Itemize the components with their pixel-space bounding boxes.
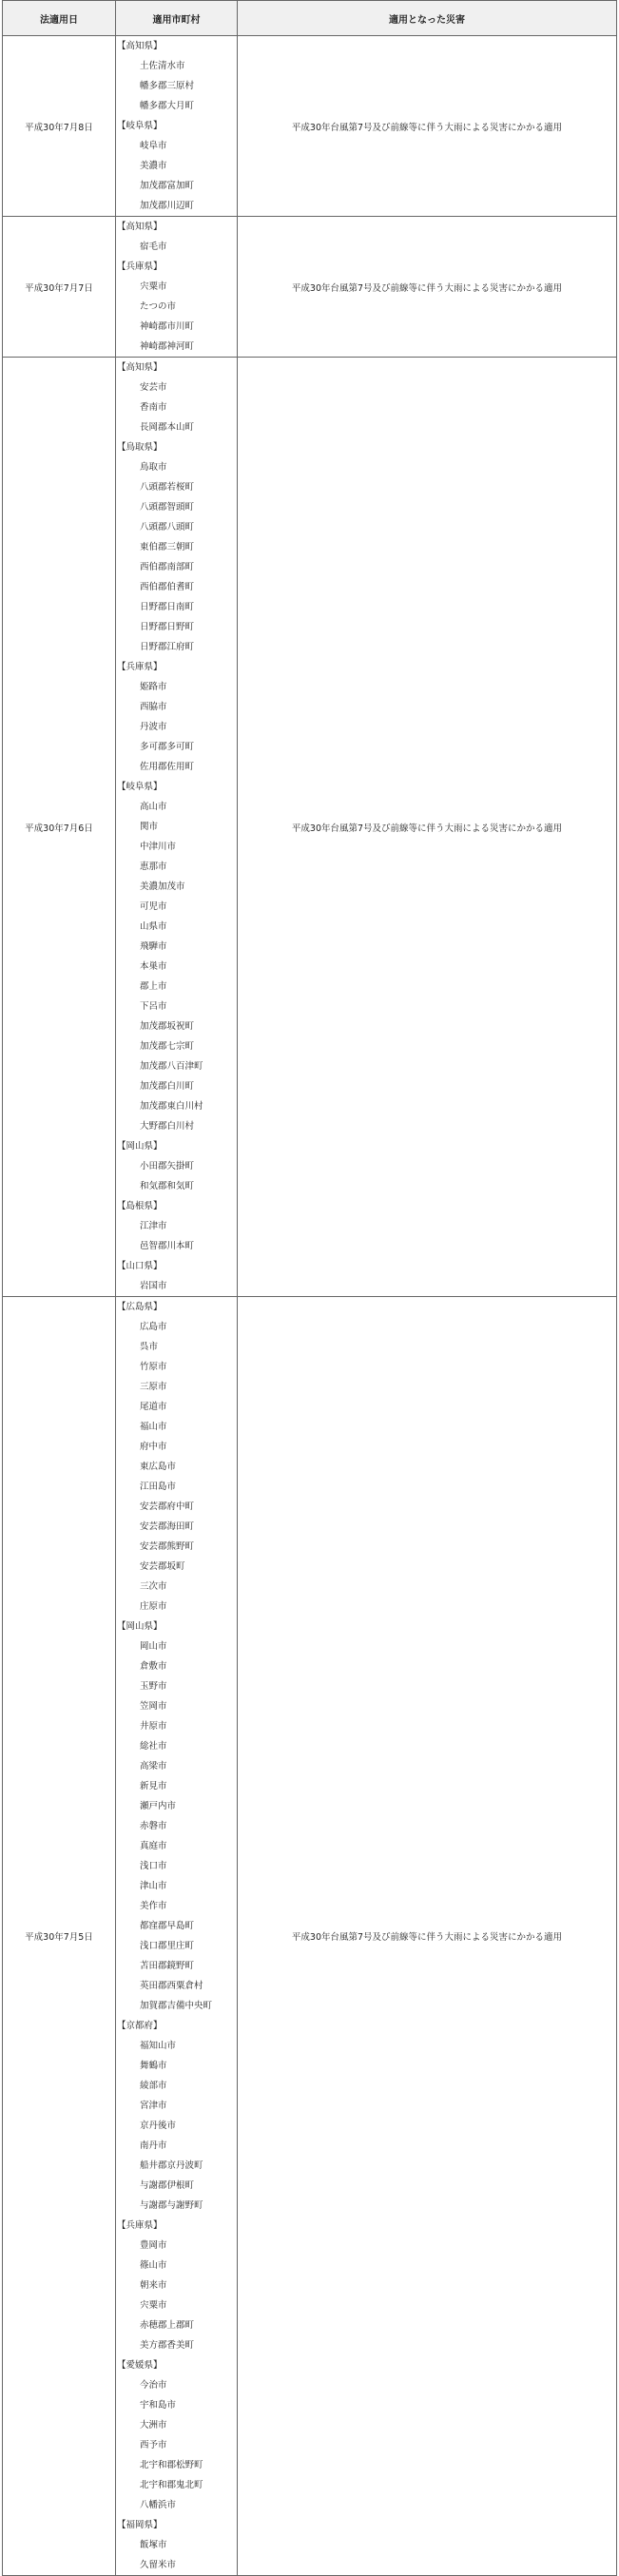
prefecture-label: 【岡山県】 bbox=[117, 1621, 163, 1632]
prefecture-label: 【高知県】 bbox=[117, 362, 163, 373]
prefecture-label: 【山口県】 bbox=[117, 1261, 163, 1271]
municipality-name: 土佐清水市 bbox=[140, 61, 185, 71]
municipality-name: 浅口市 bbox=[140, 1861, 167, 1871]
municipality-name: 都窪郡早島町 bbox=[140, 1921, 195, 1931]
municipality-name: 三次市 bbox=[140, 1581, 167, 1592]
municipality-name: 赤磐市 bbox=[140, 1821, 167, 1831]
municipality-name: 加茂郡坂祝町 bbox=[140, 1021, 195, 1032]
municipality-name: 庄原市 bbox=[140, 1601, 167, 1612]
table-body bbox=[3, 36, 617, 2576]
municipality-name: 呉市 bbox=[140, 1342, 159, 1352]
municipality-name: 篠山市 bbox=[140, 2260, 167, 2271]
municipality-name: 和気郡和気町 bbox=[140, 1181, 195, 1191]
prefecture-label: 【京都府】 bbox=[117, 2021, 163, 2031]
municipality-name: 宮津市 bbox=[140, 2101, 167, 2111]
municipality-name: 大野郡白川村 bbox=[140, 1121, 195, 1132]
municipality-name: 京丹後市 bbox=[140, 2121, 177, 2131]
municipality-name: 美濃市 bbox=[140, 161, 167, 171]
municipality-name: 邑智郡川本町 bbox=[140, 1241, 195, 1251]
municipality-name: 東伯郡三朝町 bbox=[140, 542, 195, 552]
municipality-name: 江津市 bbox=[140, 1221, 167, 1231]
prefecture-label: 【高知県】 bbox=[117, 222, 163, 232]
municipality-name: 下呂市 bbox=[140, 1001, 167, 1012]
municipality-name: 宍粟市 bbox=[140, 281, 167, 292]
municipality-name: 英田郡西粟倉村 bbox=[140, 1981, 203, 1991]
municipality-name: 赤穂郡上郡町 bbox=[140, 2320, 195, 2331]
municipality-name: 香南市 bbox=[140, 402, 167, 413]
prefecture-label: 【岡山県】 bbox=[117, 1141, 163, 1152]
application-date: 平成30年7月8日 bbox=[3, 36, 116, 217]
municipality-name: 山県市 bbox=[140, 921, 167, 932]
municipality-name: 安芸郡熊野町 bbox=[140, 1541, 195, 1552]
municipality-name: 幡多郡三原村 bbox=[140, 81, 195, 91]
municipality-name: 本巣市 bbox=[140, 961, 167, 972]
application-date: 平成30年7月6日 bbox=[3, 358, 116, 1297]
municipality-name: 尾道市 bbox=[140, 1402, 167, 1412]
municipality-name: 舞鶴市 bbox=[140, 2061, 167, 2071]
municipality-list bbox=[116, 1297, 238, 2576]
municipality-name: 安芸郡海田町 bbox=[140, 1521, 195, 1532]
municipality-name: 飯塚市 bbox=[140, 2540, 167, 2550]
table-row bbox=[3, 358, 617, 1297]
municipality-name: 今治市 bbox=[140, 2380, 167, 2391]
prefecture-label: 【鳥取県】 bbox=[117, 442, 163, 453]
municipality-name: 可児市 bbox=[140, 901, 167, 912]
municipality-name: 美方郡香美町 bbox=[140, 2340, 195, 2351]
municipality-name: 西伯郡伯耆町 bbox=[140, 582, 195, 592]
prefecture-label: 【兵庫県】 bbox=[117, 662, 163, 672]
municipality-name: たつの市 bbox=[140, 301, 177, 312]
municipality-name: 中津川市 bbox=[140, 842, 177, 852]
municipality-name: 日野郡日南町 bbox=[140, 602, 195, 612]
municipality-name: 西予市 bbox=[140, 2440, 167, 2450]
municipality-name: 西伯郡南部町 bbox=[140, 562, 195, 572]
municipality-list bbox=[116, 217, 238, 358]
header-row bbox=[3, 1, 617, 36]
municipality-name: 加茂郡川辺町 bbox=[140, 201, 195, 211]
municipality-name: 幡多郡大月町 bbox=[140, 101, 195, 111]
municipality-name: 加茂郡七宗町 bbox=[140, 1041, 195, 1052]
municipality-name: 姫路市 bbox=[140, 682, 167, 692]
table-row bbox=[3, 217, 617, 358]
header-date: 法適用日 bbox=[3, 1, 116, 36]
municipality-name: 岩国市 bbox=[140, 1281, 167, 1291]
municipality-name: 加茂郡富加町 bbox=[140, 181, 195, 191]
municipality-name: 北宇和郡松野町 bbox=[140, 2460, 203, 2470]
prefecture-label: 【兵庫県】 bbox=[117, 261, 163, 272]
prefecture-label: 【高知県】 bbox=[117, 41, 163, 51]
municipality-name: 朝来市 bbox=[140, 2280, 167, 2291]
municipality-name: 美作市 bbox=[140, 1901, 167, 1911]
municipality-name: 日野郡日野町 bbox=[140, 622, 195, 632]
municipality-name: 加茂郡八百津町 bbox=[140, 1061, 203, 1072]
municipality-name: 小田郡矢掛町 bbox=[140, 1161, 195, 1172]
municipality-name: 井原市 bbox=[140, 1721, 167, 1732]
municipality-name: 安芸市 bbox=[140, 382, 167, 393]
municipality-name: 船井郡京丹波町 bbox=[140, 2160, 203, 2171]
municipality-name: 郡上市 bbox=[140, 981, 167, 992]
municipality-name: 丹波市 bbox=[140, 722, 167, 732]
municipality-name: 大洲市 bbox=[140, 2420, 167, 2431]
municipality-name: 八頭郡八頭町 bbox=[140, 522, 195, 533]
application-date: 平成30年7月5日 bbox=[3, 1297, 116, 2576]
municipality-name: 福山市 bbox=[140, 1422, 167, 1432]
applied-disaster: 平成30年台風第7号及び前線等に伴う大雨による災害にかかる適用 bbox=[238, 1297, 617, 2576]
header-municipalities: 適用市町村 bbox=[116, 1, 238, 36]
disaster-law-application-table bbox=[2, 0, 617, 2576]
municipality-name: 神崎郡神河町 bbox=[140, 341, 195, 352]
municipality-name: 八頭郡若桜町 bbox=[140, 482, 195, 493]
municipality-name: 広島市 bbox=[140, 1322, 167, 1332]
prefecture-label: 【岐阜県】 bbox=[117, 782, 163, 792]
municipality-name: 多可郡多可町 bbox=[140, 742, 195, 752]
municipality-name: 府中市 bbox=[140, 1442, 167, 1452]
municipality-name: 神崎郡市川町 bbox=[140, 321, 195, 332]
municipality-name: 笠岡市 bbox=[140, 1701, 167, 1712]
municipality-name: 佐用郡佐用町 bbox=[140, 762, 195, 772]
municipality-name: 岡山市 bbox=[140, 1641, 167, 1652]
prefecture-label: 【岐阜県】 bbox=[117, 121, 163, 131]
municipality-name: 鳥取市 bbox=[140, 462, 167, 473]
municipality-name: 竹原市 bbox=[140, 1362, 167, 1372]
municipality-name: 加賀郡吉備中央町 bbox=[140, 2001, 213, 2011]
municipality-name: 福知山市 bbox=[140, 2041, 177, 2051]
municipality-name: 宇和島市 bbox=[140, 2400, 177, 2411]
prefecture-label: 【島根県】 bbox=[117, 1201, 163, 1211]
applied-disaster: 平成30年台風第7号及び前線等に伴う大雨による災害にかかる適用 bbox=[238, 36, 617, 217]
prefecture-label: 【兵庫県】 bbox=[117, 2220, 163, 2231]
municipality-name: 恵那市 bbox=[140, 862, 167, 872]
application-date: 平成30年7月7日 bbox=[3, 217, 116, 358]
applied-disaster: 平成30年台風第7号及び前線等に伴う大雨による災害にかかる適用 bbox=[238, 358, 617, 1297]
municipality-name: 飛騨市 bbox=[140, 941, 167, 952]
municipality-name: 新見市 bbox=[140, 1781, 167, 1792]
municipality-name: 宿毛市 bbox=[140, 242, 167, 252]
municipality-name: 与謝郡伊根町 bbox=[140, 2180, 195, 2191]
municipality-name: 南丹市 bbox=[140, 2140, 167, 2151]
municipality-name: 三原市 bbox=[140, 1382, 167, 1392]
table-row bbox=[3, 1297, 617, 2576]
municipality-name: 総社市 bbox=[140, 1741, 167, 1752]
municipality-name: 浅口郡里庄町 bbox=[140, 1941, 195, 1951]
municipality-name: 真庭市 bbox=[140, 1841, 167, 1851]
municipality-name: 倉敷市 bbox=[140, 1661, 167, 1672]
municipality-name: 玉野市 bbox=[140, 1681, 167, 1692]
municipality-name: 津山市 bbox=[140, 1881, 167, 1891]
applied-disaster: 平成30年台風第7号及び前線等に伴う大雨による災害にかかる適用 bbox=[238, 217, 617, 358]
municipality-name: 八頭郡智頭町 bbox=[140, 502, 195, 513]
table-row bbox=[3, 36, 617, 217]
municipality-name: 関市 bbox=[140, 822, 159, 832]
municipality-name: 日野郡江府町 bbox=[140, 642, 195, 652]
municipality-name: 岐阜市 bbox=[140, 141, 167, 151]
municipality-name: 宍粟市 bbox=[140, 2300, 167, 2311]
municipality-list bbox=[116, 358, 238, 1297]
municipality-name: 瀬戸内市 bbox=[140, 1801, 177, 1811]
municipality-name: 高梁市 bbox=[140, 1761, 167, 1772]
municipality-list bbox=[116, 36, 238, 217]
municipality-name: 江田島市 bbox=[140, 1482, 177, 1492]
municipality-name: 西脇市 bbox=[140, 702, 167, 712]
municipality-name: 高山市 bbox=[140, 802, 167, 812]
prefecture-label: 【広島県】 bbox=[117, 1302, 163, 1312]
prefecture-label: 【愛媛県】 bbox=[117, 2360, 163, 2371]
municipality-name: 加茂郡白川町 bbox=[140, 1081, 195, 1092]
municipality-name: 久留米市 bbox=[140, 2560, 177, 2570]
municipality-name: 長岡郡本山町 bbox=[140, 422, 195, 433]
municipality-name: 与謝郡与謝野町 bbox=[140, 2200, 203, 2211]
municipality-name: 安芸郡坂町 bbox=[140, 1561, 185, 1572]
municipality-name: 北宇和郡鬼北町 bbox=[140, 2480, 203, 2490]
municipality-name: 美濃加茂市 bbox=[140, 881, 185, 892]
municipality-name: 八幡浜市 bbox=[140, 2500, 177, 2510]
header-disaster: 適用となった災害 bbox=[238, 1, 617, 36]
municipality-name: 綾部市 bbox=[140, 2081, 167, 2091]
municipality-name: 豊岡市 bbox=[140, 2240, 167, 2251]
municipality-name: 東広島市 bbox=[140, 1462, 177, 1472]
municipality-name: 苫田郡鏡野町 bbox=[140, 1961, 195, 1971]
municipality-name: 加茂郡東白川村 bbox=[140, 1101, 203, 1112]
municipality-name: 安芸郡府中町 bbox=[140, 1501, 195, 1512]
prefecture-label: 【福岡県】 bbox=[117, 2520, 163, 2530]
